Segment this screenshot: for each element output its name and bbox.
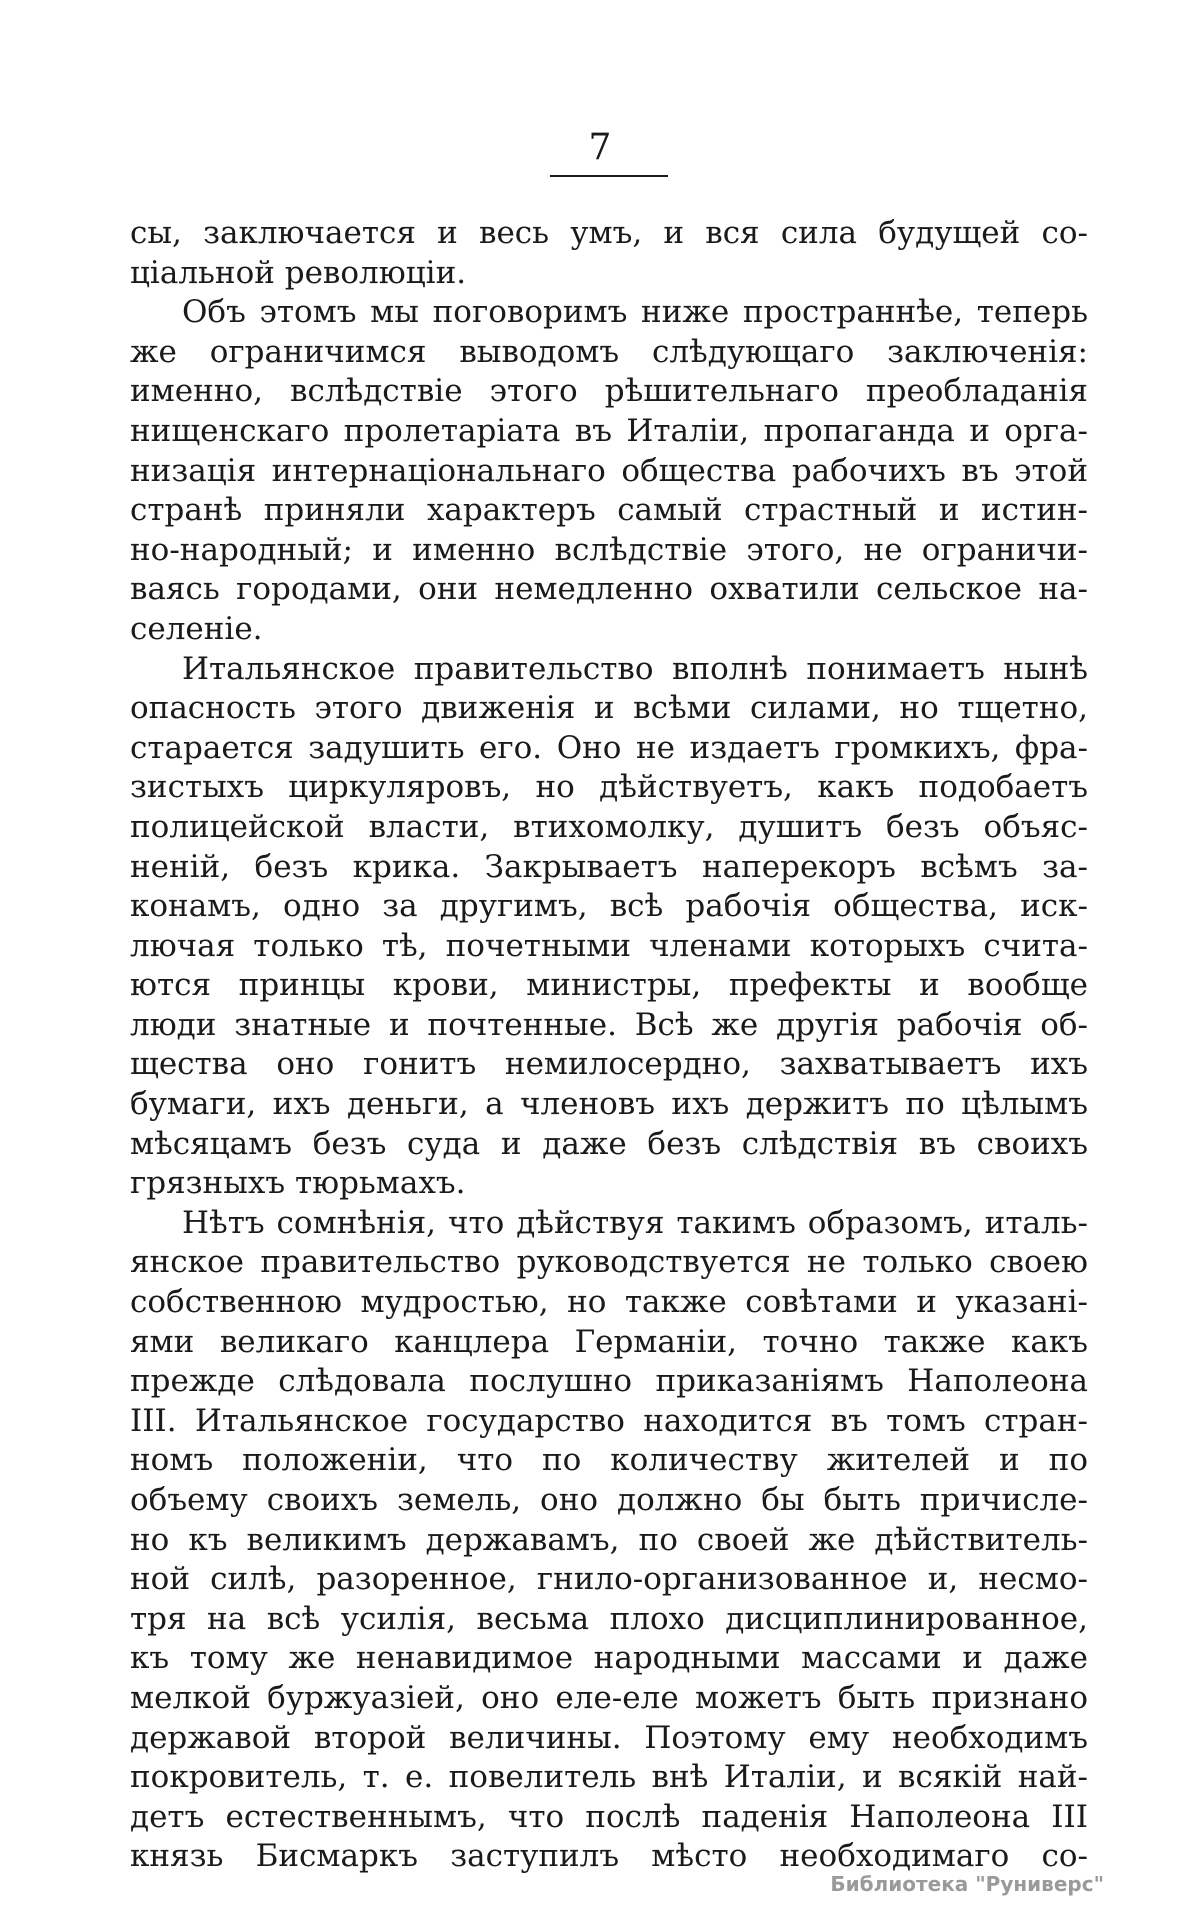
library-watermark: Библиотека "Руниверс" (830, 1872, 1104, 1896)
text-line: но къ великимъ державамъ, по своей же дѣйствитель- (130, 1521, 1088, 1558)
text-line: покровитель, т. е. повелитель внѣ Италіи, и всякій най- (130, 1759, 1088, 1796)
text-line: но-народный; и именно вслѣдствіе этого, не ограничи- (130, 531, 1088, 568)
text-line: лючая только тѣ, почетными членами которыхъ счита- (130, 927, 1088, 964)
header-rule (550, 175, 668, 177)
text-line: Итальянское правительство вполнѣ понимаетъ нынѣ (182, 650, 1088, 687)
text-line: мѣсяцамъ безъ суда и даже безъ слѣдствія въ своихъ (130, 1125, 1088, 1162)
text-line: державой второй величины. Поэтому ему необходимъ (130, 1719, 1088, 1756)
text-line: зистыхъ циркуляровъ, но дѣйствуетъ, какъ подобаетъ (130, 769, 1088, 806)
text-line: янское правительство руководствуется не только своею (130, 1244, 1088, 1281)
text-line: старается задушить его. Оно не издаетъ громкихъ, фра- (130, 729, 1088, 766)
text-line: ваясь городами, они немедленно охватили сельское на- (130, 571, 1088, 608)
text-line: ной силѣ, разоренное, гнило-организованное и, несмо- (130, 1561, 1088, 1598)
text-line: грязныхъ тюрьмахъ. (130, 1165, 466, 1202)
text-line: мелкой буржуазіей, оно еле-еле можетъ быть признано (130, 1679, 1088, 1716)
text-line: селеніе. (130, 610, 263, 647)
text-line: объему своихъ земель, оно должно бы быть причисле- (130, 1482, 1088, 1518)
text-line: къ тому же ненавидимое народными массами и даже (130, 1640, 1088, 1677)
text-line: полицейской власти, втихомолку, душитъ безъ объяс- (130, 808, 1088, 845)
text-line: номъ положеніи, что по количеству жителей и по (130, 1442, 1088, 1479)
text-line: Объ этомъ мы поговоримъ ниже пространнѣе, теперь (182, 294, 1088, 331)
text-line: щества оно гонитъ немилосердно, захватываетъ ихъ (130, 1046, 1088, 1083)
text-line: III. Итальянское государство находится въ томъ стран- (130, 1402, 1088, 1439)
text-line: нищенскаго пролетаріата въ Италіи, пропаганда и орга- (130, 412, 1088, 449)
text-line: детъ естественнымъ, что послѣ паденія Наполеона III (130, 1798, 1088, 1835)
text-line: сы, заключается и весь умъ, и вся сила будущей со- (130, 215, 1088, 251)
text-line: ціальной революціи. (130, 254, 467, 291)
text-line: бумаги, ихъ деньги, а членовъ ихъ держитъ по цѣлымъ (130, 1086, 1088, 1123)
text-line: же ограничимся выводомъ слѣдующаго заключенія: (130, 333, 1088, 370)
text-line: прежде слѣдовала послушно приказаніямъ Наполеона (130, 1363, 1088, 1400)
text-line: тря на всѣ усилія, весьма плохо дисциплинированное, (130, 1600, 1088, 1637)
body-text (130, 214, 1088, 1877)
text-line: ются принцы крови, министры, префекты и вообще (130, 967, 1088, 1004)
text-line: низація интернаціональнаго общества рабочихъ въ этой (130, 452, 1088, 489)
text-line: конамъ, одно за другимъ, всѣ рабочія общества, иск- (130, 888, 1088, 925)
text-line: собственною мудростью, но также совѣтами и указані- (130, 1284, 1088, 1321)
text-line: именно, вслѣдствіе этого рѣшительнаго преобладанія (130, 373, 1088, 410)
page-number: 7 (588, 127, 612, 168)
text-line: опасность этого движенія и всѣми силами, но тщетно, (130, 690, 1088, 727)
text-line: ями великаго канцлера Германіи, точно также какъ (130, 1323, 1088, 1360)
text-line: Нѣтъ сомнѣнія, что дѣйствуя такимъ образомъ, италь- (182, 1204, 1088, 1241)
text-line: неній, безъ крика. Закрываетъ наперекоръ всѣмъ за- (130, 848, 1088, 885)
text-line: странѣ приняли характеръ самый страстный и истин- (130, 492, 1088, 529)
text-line: князь Бисмаркъ заступилъ мѣсто необходимаго со- (130, 1838, 1088, 1875)
text-line: люди знатные и почтенные. Всѣ же другія рабочія об- (130, 1006, 1088, 1043)
